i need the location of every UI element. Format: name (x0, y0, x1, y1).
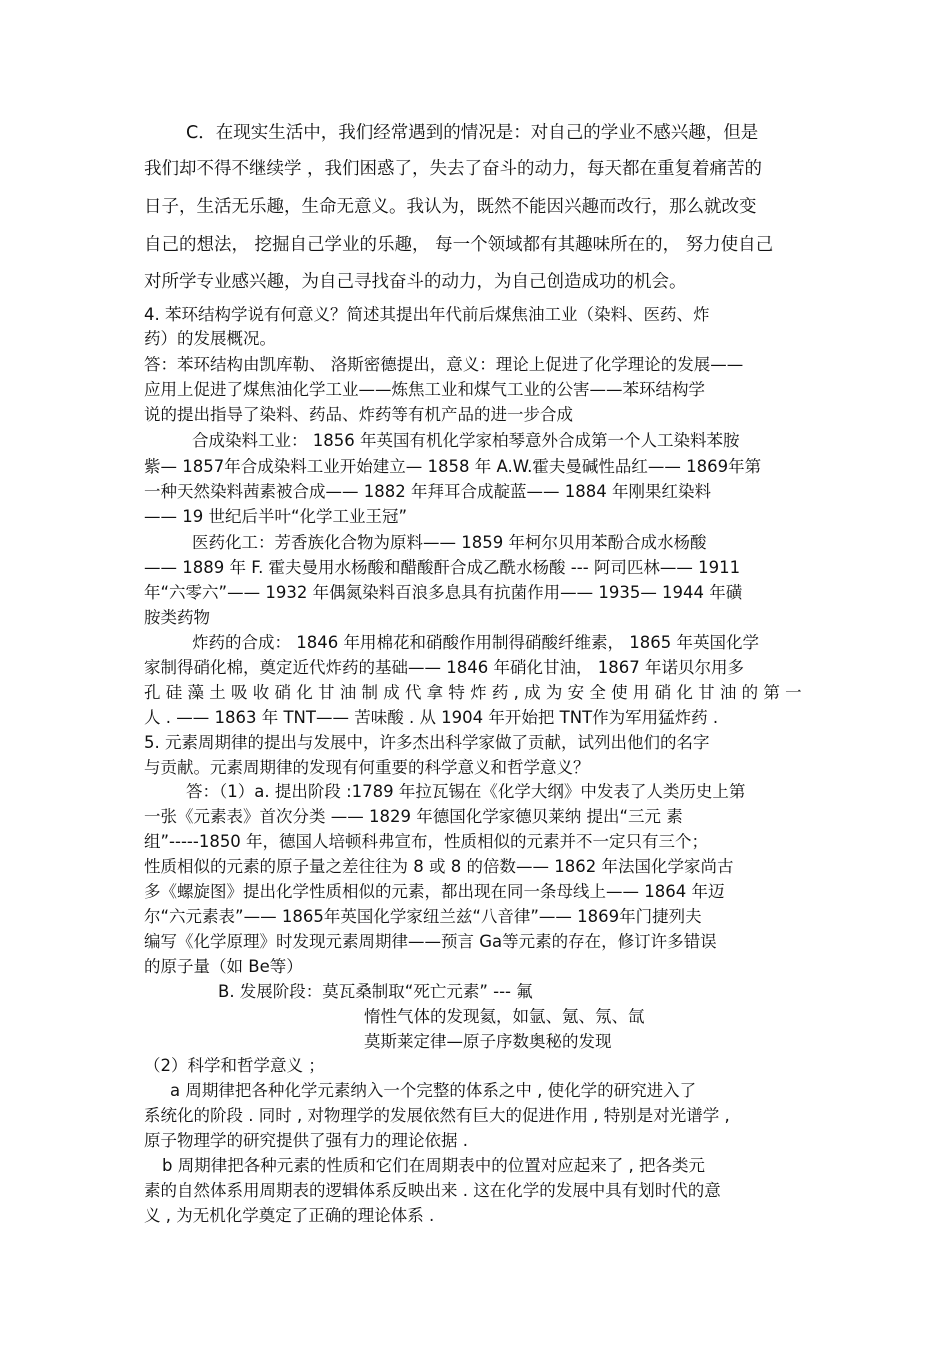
development-line: 莫斯莱定律—原子序数奥秘的发现 (364, 1032, 612, 1051)
explosives-line: 孔 硅 藻 土 吸 收 硝 化 甘 油 制 成 代 拿 特 炸 药 , 成 为 安 全 使 用 硝 化 甘 油 的 第 一 (144, 683, 802, 702)
medicine-line: 胺类药物 (144, 608, 210, 627)
explosives-line: 人 . —— 1863 年 TNT—— 苦味酸 . 从 1904 年开始把 TNT作为军用猛炸药 . (144, 708, 719, 727)
explosives-line: 炸药的合成： 1846 年用棉花和硝酸作用制得硝酸纤维素， 1865 年英国化学 (192, 633, 759, 652)
significance-line: a 周期律把各种化学元素纳入一个完整的体系之中 , 使化学的研究进入了 (170, 1081, 697, 1100)
development-line: 惰性气体的发现氦，如氩、氪、氖、氙 (364, 1007, 645, 1026)
answer-line: 答：（1）a. 提出阶段 :1789 年拉瓦锡在《化学大纲》中发表了人类历史上第 (186, 782, 746, 801)
medicine-line: —— 1889 年 F. 霍夫曼用水杨酸和醋酸酐合成乙酰水杨酸 --- 阿司匹林—— 1911 (144, 558, 741, 577)
answer-line: 编写《化学原理》时发现元素周期律——预言 Ga等元素的存在，修订许多错误 (144, 932, 717, 951)
dyes-line: 合成染料工业： 1856 年英国有机化学家柏琴意外合成第一个人工染料苯胺 (192, 431, 740, 450)
development-line: B. 发展阶段：莫瓦桑制取“死亡元素” --- 氟 (218, 982, 533, 1001)
answer-line: 应用上促进了煤焦油化学工业——炼焦工业和煤气工业的公害——苯环结构学 (144, 380, 705, 399)
medicine-line: 医药化工：芳香族化合物为原料—— 1859 年柯尔贝用苯酚合成水杨酸 (192, 533, 707, 552)
text-line: 我们却不得不继续学 ，我们困惑了，失去了奋斗的动力，每天都在重复着痛苦的 (144, 159, 763, 179)
answer-line: 答：苯环结构由凯库勒、 洛斯密德提出，意义：理论上促进了化学理论的发展—— (144, 355, 744, 374)
significance-line: b 周期律把各种元素的性质和它们在周期表中的位置对应起来了 , 把各类元 (162, 1156, 705, 1175)
dyes-line: —— 19 世纪后半叶“化学工业王冠” (144, 507, 408, 526)
text-line: 对所学专业感兴趣，为自己寻找奋斗的动力，为自己创造成功的机会。 (144, 272, 687, 292)
dyes-line: 一种天然染料茜素被合成—— 1882 年拜耳合成靛蓝—— 1884 年刚果红染料 (144, 482, 711, 501)
medicine-line: 年“六零六”—— 1932 年偶氮染料百浪多息具有抗菌作用—— 1935— 1944 年磺 (144, 583, 743, 602)
significance-line: 义 , 为无机化学奠定了正确的理论体系 . (144, 1206, 435, 1225)
significance-line: 素的自然体系用周期表的逻辑体系反映出来 . 这在化学的发展中具有划时代的意 (144, 1181, 721, 1200)
question-4: 药）的发展概况。 (144, 329, 276, 348)
question-5: 与贡献。元素周期律的发现有何重要的科学意义和哲学意义？ (144, 758, 590, 777)
dyes-line: 紫— 1857年合成染料工业开始建立— 1858 年 A.W.霍夫曼碱性品红—— 1869年第 (144, 457, 762, 476)
text-line: C．在现实生活中，我们经常遇到的情况是：对自己的学业不感兴趣，但是 (186, 123, 759, 143)
text-line: 日子，生活无乐趣，生命无意义。我认为，既然不能因兴趣而改行，那么就改变 (144, 197, 757, 217)
question-4: 4. 苯环结构学说有何意义？简述其提出年代前后煤焦油工业（染料、医药、炸 (144, 305, 710, 324)
question-5: 5. 元素周期律的提出与发展中，许多杰出科学家做了贡献，试列出他们的名字 (144, 733, 710, 752)
explosives-line: 家制得硝化棉，奠定近代炸药的基础—— 1846 年硝化甘油， 1867 年诺贝尔用多 (144, 658, 744, 677)
significance-heading: （2）科学和哲学意义 ； (144, 1056, 325, 1075)
text-line: 自己的想法， 挖掘自己学业的乐趣， 每一个领域都有其趣味所在的， 努力使自己 (144, 235, 774, 255)
answer-line: 一张《元素表》首次分类 —— 1829 年德国化学家德贝莱纳 提出“三元 素 (144, 807, 683, 826)
answer-line: 性质相似的元素的原子量之差往往为 8 或 8 的倍数—— 1862 年法国化学家尚古 (144, 857, 734, 876)
answer-line: 多《螺旋图》提出化学性质相似的元素，都出现在同一条母线上—— 1864 年迈 (144, 882, 725, 901)
significance-line: 系统化的阶段 . 同时 , 对物理学的发展依然有巨大的促进作用 , 特别是对光谱学 , (144, 1106, 730, 1125)
significance-line: 原子物理学的研究提供了强有力的理论依据 . (144, 1131, 468, 1150)
answer-line: 的原子量（如 Be等） (144, 957, 303, 976)
answer-line: 说的提出指导了染料、药品、炸药等有机产品的进一步合成 (144, 405, 573, 424)
answer-line: 尔“六元素表”—— 1865年英国化学家纽兰兹“八音律”—— 1869年门捷列夫 (144, 907, 702, 926)
answer-line: 组”-----1850 年，德国人培顿科弗宣布，性质相似的元素并不一定只有三个； (144, 832, 709, 851)
